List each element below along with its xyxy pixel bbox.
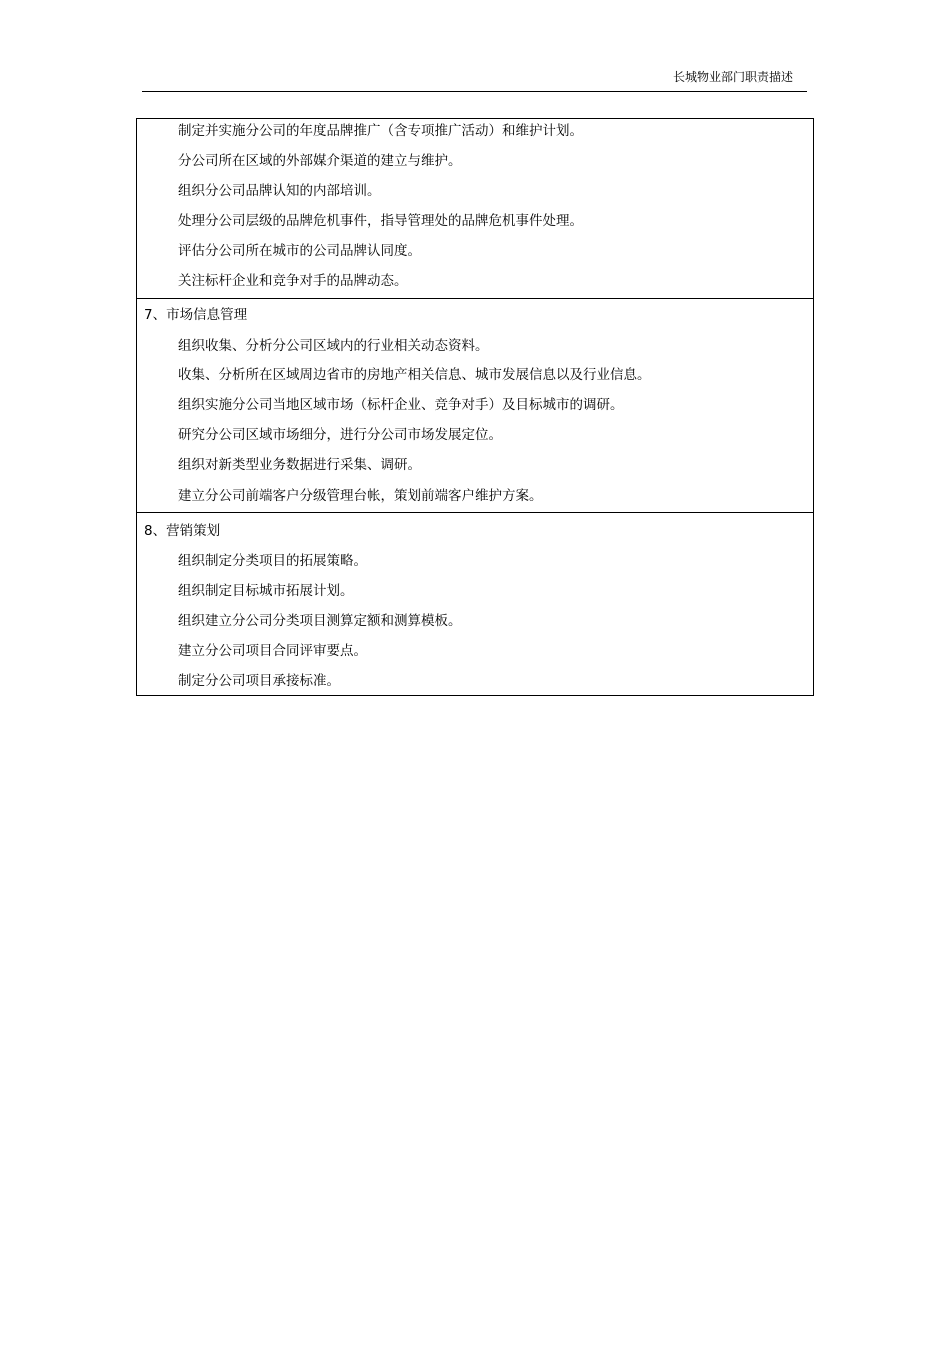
duty-item: 制定并实施分公司的年度品牌推广（含专项推广活动）和维护计划。	[178, 123, 583, 139]
duty-item: 关注标杆企业和竞争对手的品牌动态。	[178, 273, 408, 289]
duty-item: 组织对新类型业务数据进行采集、调研。	[178, 457, 421, 473]
duty-item: 组织收集、分析分公司区域内的行业相关动态资料。	[178, 338, 489, 354]
header-title: 长城物业部门职责描述	[672, 70, 793, 84]
section-market-information	[137, 298, 813, 512]
duty-item: 分公司所在区域的外部媒介渠道的建立与维护。	[178, 153, 462, 169]
duty-item: 研究分公司区域市场细分，进行分公司市场发展定位。	[178, 427, 502, 443]
section-marketing-planning	[137, 512, 813, 695]
duty-item: 建立分公司前端客户分级管理台帐，策划前端客户维护方案。	[178, 488, 543, 504]
section-title: 8、营销策划	[144, 523, 221, 539]
duty-item: 制定分公司项目承接标准。	[178, 673, 340, 689]
duty-table	[136, 118, 814, 696]
duty-item: 组织分公司品牌认知的内部培训。	[178, 183, 381, 199]
duty-item: 组织实施分公司当地区域市场（标杆企业、竞争对手）及目标城市的调研。	[178, 397, 624, 413]
duty-item: 组织建立分公司分类项目测算定额和测算模板。	[178, 613, 462, 629]
section-title: 7、市场信息管理	[144, 307, 248, 323]
duty-item: 组织制定分类项目的拓展策略。	[178, 553, 367, 569]
duty-item: 建立分公司项目合同评审要点。	[178, 643, 367, 659]
duty-item: 处理分公司层级的品牌危机事件，指导管理处的品牌危机事件处理。	[178, 213, 583, 229]
duty-item: 收集、分析所在区域周边省市的房地产相关信息、城市发展信息以及行业信息。	[178, 367, 651, 383]
page-header	[142, 66, 807, 92]
duty-item: 评估分公司所在城市的公司品牌认同度。	[178, 243, 421, 259]
section-brand-promotion	[137, 119, 813, 298]
duty-item: 组织制定目标城市拓展计划。	[178, 583, 354, 599]
